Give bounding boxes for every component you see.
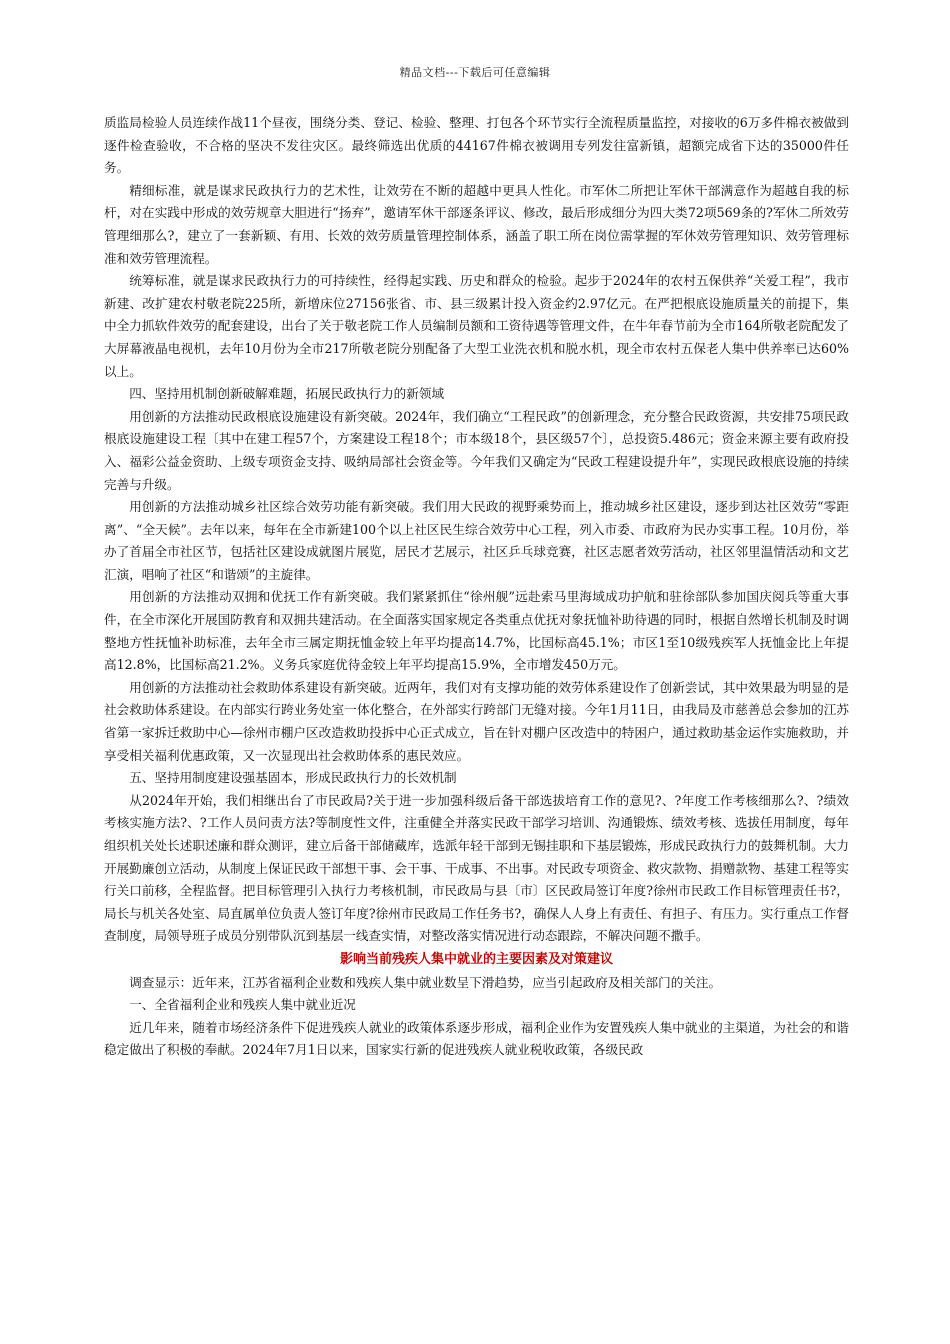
section-heading: 四、坚持用机制创新破解难题，拓展民政执行力的新领域 bbox=[129, 386, 445, 402]
paragraph-continuation: 质监局检验人员连续作战11个昼夜，围绕分类、登记、检验、整理、打包各个环节实行全流程质量监控，对接收的6万多件棉衣被做到逐件检查验收，不合格的坚决不发往灾区。最终筛选出优质的44167件棉衣被调用专列发往富新镇，超额完成省下达的35000件任务。 bbox=[104, 115, 849, 176]
page-header: 精品文档---下载后可任意编辑 bbox=[399, 66, 551, 79]
paragraph: 用创新的方法推动社会救助体系建设有新突破。近两年，我们对有支撑功能的效劳体系建设作了创新尝试，其中效果最为明显的是社会救助体系建设。在内部实行跨业务处室一体化整合，在外部实行跨部门无缝对接。今年1月11日，由我局及市慈善总会参加的江苏省第一家拆迁救助中心—徐州市棚户区改造救助投拆中心正式成立，旨在针对棚户区改造中的特困户，通过救助基金运作实施救助，并享受相关福利优惠政策，又一次显现出社会救助体系的惠民效应。 bbox=[104, 679, 849, 763]
article-title: 影响当前残疾人集中就业的主要因素及对策建议 bbox=[339, 951, 613, 967]
document-body bbox=[104, 112, 849, 1062]
paragraph: 近几年来，随着市场经济条件下促进残疾人就业的政策体系逐步形成，福利企业作为安置残疾人集中就业的主渠道，为社会的和谐稳定做出了积极的奉献。2024年7月1日以来，国家实行新的促进残疾人就业税收政策，各级民政 bbox=[104, 1019, 849, 1058]
paragraph: 用创新的方法推动双拥和优抚工作有新突破。我们紧紧抓住“徐州舰”远赴索马里海域成功护航和驻徐部队参加国庆阅兵等重大事件，在全市深化开展国防教育和双拥共建活动。在全面落实国家规定各类重点优抚对象抚恤补助待遇的同时，根据自然增长机制及时调整地方性抚恤补助标准，去年全市三属定期抚恤金较上年平均提高14.7%，比国标高45.1%；市区1至10级残疾军人抚恤金比上年提高12.8%，比国标高21.2%。义务兵家庭优待金较上年平均提高15.9%，全市增发450万元。 bbox=[104, 589, 849, 673]
paragraph: 用创新的方法推动民政根底设施建设有新突破。2024年，我们确立“工程民政”的创新理念，充分整合民政资源，共安排75项民政根底设施建设工程〔其中在建工程57个，方案建设工程18个；市本级18个，县区级57个〕，总投资5.486元；资金来源主要有政府投入、福彩公益金资助、上级专项资金支持、吸纳局部社会资金等。今年我们又确定为“民政工程建设提升年”，实现民政根底设施的持续完善与升级。 bbox=[104, 408, 849, 492]
paragraph: 精细标准，就是谋求民政执行力的艺术性，让效劳在不断的超越中更具人性化。市军休二所把让军休干部满意作为超越自我的标杆，对在实践中形成的效劳规章大胆进行“扬弃”，邀请军休干部逐条评议、修改，最后形成细分为四大类72项569条的?军休二所效劳管理细那么?，建立了一套新颖、有用、长效的效劳质量管理控制体系，涵盖了职工所在岗位需掌握的军休效劳管理知识、效劳管理标准和效劳管理流程。 bbox=[104, 182, 849, 266]
paragraph: 调查显示：近年来，江苏省福利企业数和残疾人集中就业数呈下滑趋势，应当引起政府及相关部门的关注。 bbox=[129, 974, 722, 990]
section-heading: 一、全省福利企业和残疾人集中就业近况 bbox=[129, 997, 356, 1013]
section-heading: 五、坚持用制度建设强基固本，形成民政执行力的长效机制 bbox=[129, 770, 457, 786]
paragraph: 从2024年开始，我们相继出台了市民政局?关于进一步加强科级后备干部选拔培育工作的意见?、?年度工作考核细那么?、?绩效考核实施方法?、?工作人员问责方法?等制度性文件，注重健全并落实民政干部学习培训、沟通锻炼、绩效考核、选拔任用制度，每年组织机关处长述职述廉和群众测评，建立后备干部储藏库，选派年轻干部到无锡挂职和下基层锻炼，形成民政执行力的鼓舞机制。大力开展勤廉创立活动，从制度上保证民政干部想干事、会干事、干成事、不出事。对民政专项资金、救灾款物、捐赠款物、基建工程等实行关口前移，全程监督。把目标管理引入执行力考核机制，市民政局与县〔市〕区民政局签订年度?徐州市民政工作目标管理责任书?，局长与机关各处室、局直属单位负责人签订年度?徐州市民政局工作任务书?，确保人人身上有责任、有担子、有压力。实行重点工作督查制度，局领导班子成员分别带队沉到基层一线查实情，对整改落实情况进行动态跟踪，不解决问题不撒手。 bbox=[104, 792, 849, 944]
paragraph: 统筹标准，就是谋求民政执行力的可持续性，经得起实践、历史和群众的检验。起步于2024年的农村五保供养“关爱工程”，我市新建、改扩建农村敬老院225所，新增床位27156张省、市、县三级累计投入资金约2.97亿元。在严把根底设施质量关的前提下，集中全力抓软件效劳的配套建设，出台了关于敬老院工作人员编制员额和工资待遇等管理文件，在牛年春节前为全市164所敬老院配发了大屏幕液晶电视机，去年10月份为全市217所敬老院分别配备了大型工业洗衣机和脱水机，现全市农村五保老人集中供养率已达60%以上。 bbox=[104, 273, 849, 379]
paragraph: 用创新的方法推动城乡社区综合效劳功能有新突破。我们用大民政的视野乘势而上，推动城乡社区建设，逐步到达社区效劳“零距离”、“全天候”。去年以来，每年在全市新建100个以上社区民生综合效劳中心工程，列入市委、市政府为民办实事工程。10月份，举办了首届全市社区节，包括社区建设成就图片展览，居民才艺展示，社区乒乓球竞赛，社区志愿者效劳活动，社区邻里温情活动和文艺汇演，唱响了社区“和谐颂”的主旋律。 bbox=[104, 499, 849, 582]
